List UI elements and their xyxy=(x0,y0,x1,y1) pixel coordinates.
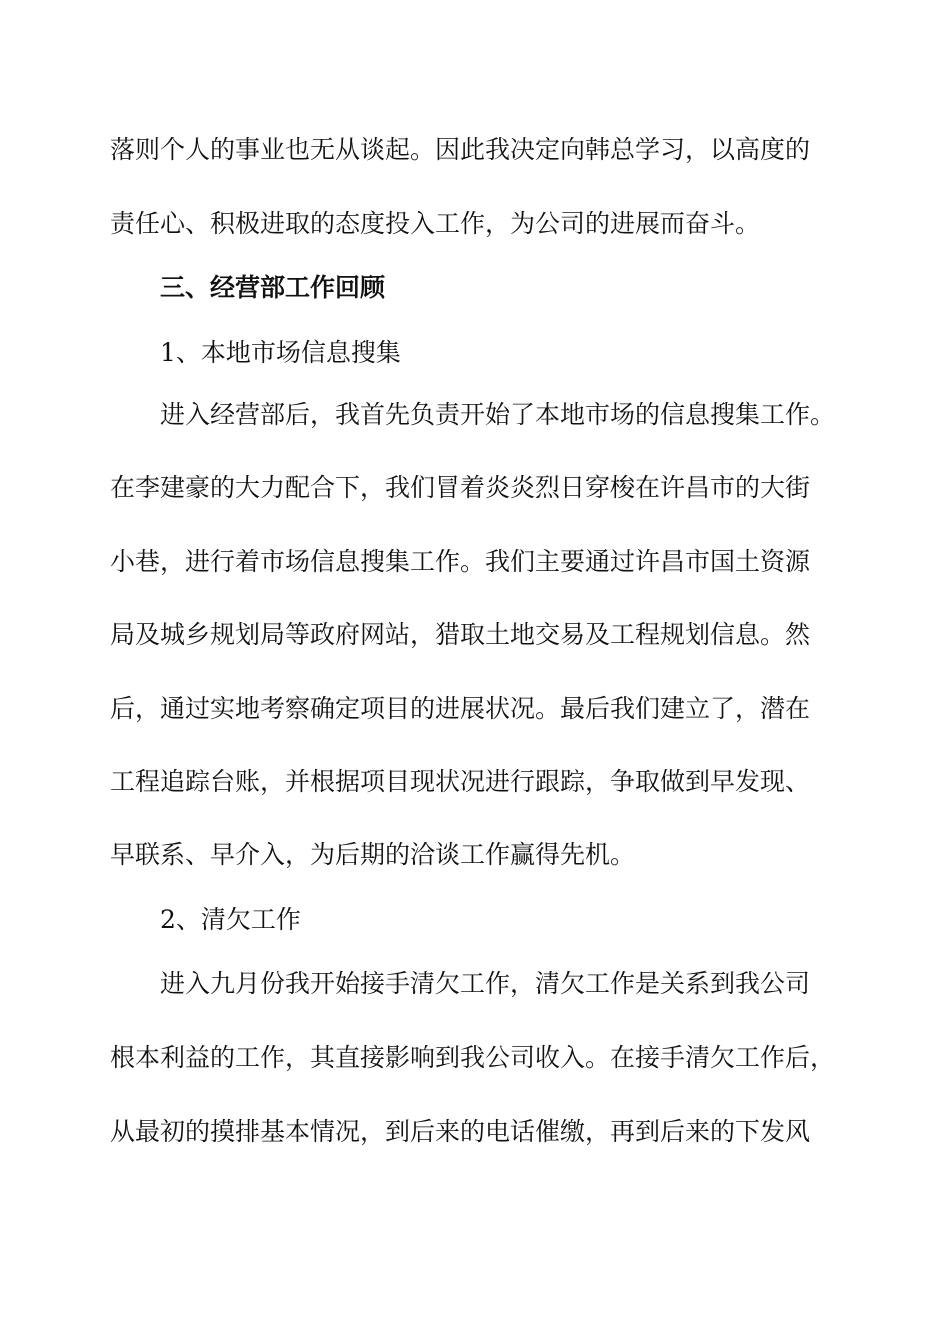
subsection-heading: 2、清欠工作 xyxy=(160,905,301,934)
paragraph-line: 在李建豪的大力配合下，我们冒着炎炎烈日穿梭在许昌市的大街 xyxy=(110,473,811,502)
paragraph-line: 责任心、积极进取的态度投入工作，为公司的进展而奋斗。 xyxy=(110,209,761,238)
paragraph-line: 落则个人的事业也无从谈起。因此我决定向韩总学习，以高度的 xyxy=(110,135,811,164)
section-heading: 三、经营部工作回顾 xyxy=(160,273,386,302)
paragraph-line: 局及城乡规划局等政府网站，猎取土地交易及工程规划信息。然 xyxy=(110,620,811,649)
paragraph-line: 小巷，进行着市场信息搜集工作。我们主要通过许昌市国土资源 xyxy=(110,547,811,576)
paragraph-line: 从最初的摸排基本情况，到后来的电话催缴，再到后来的下发风 xyxy=(110,1117,811,1146)
subsection-heading: 1、本地市场信息搜集 xyxy=(160,338,401,367)
paragraph-line: 早联系、早介入，为后期的洽谈工作赢得先机。 xyxy=(110,840,636,869)
paragraph-line: 根本利益的工作，其直接影响到我公司收入。在接手清欠工作后， xyxy=(110,1043,836,1072)
paragraph-line: 工程追踪台账，并根据项目现状况进行跟踪，争取做到早发现、 xyxy=(110,767,811,796)
paragraph-line: 后，通过实地考察确定项目的进展状况。最后我们建立了，潜在 xyxy=(110,694,811,723)
paragraph-line: 进入经营部后，我首先负责开始了本地市场的信息搜集工作。 xyxy=(160,400,836,429)
paragraph-line: 进入九月份我开始接手清欠工作，清欠工作是关系到我公司 xyxy=(160,969,811,998)
